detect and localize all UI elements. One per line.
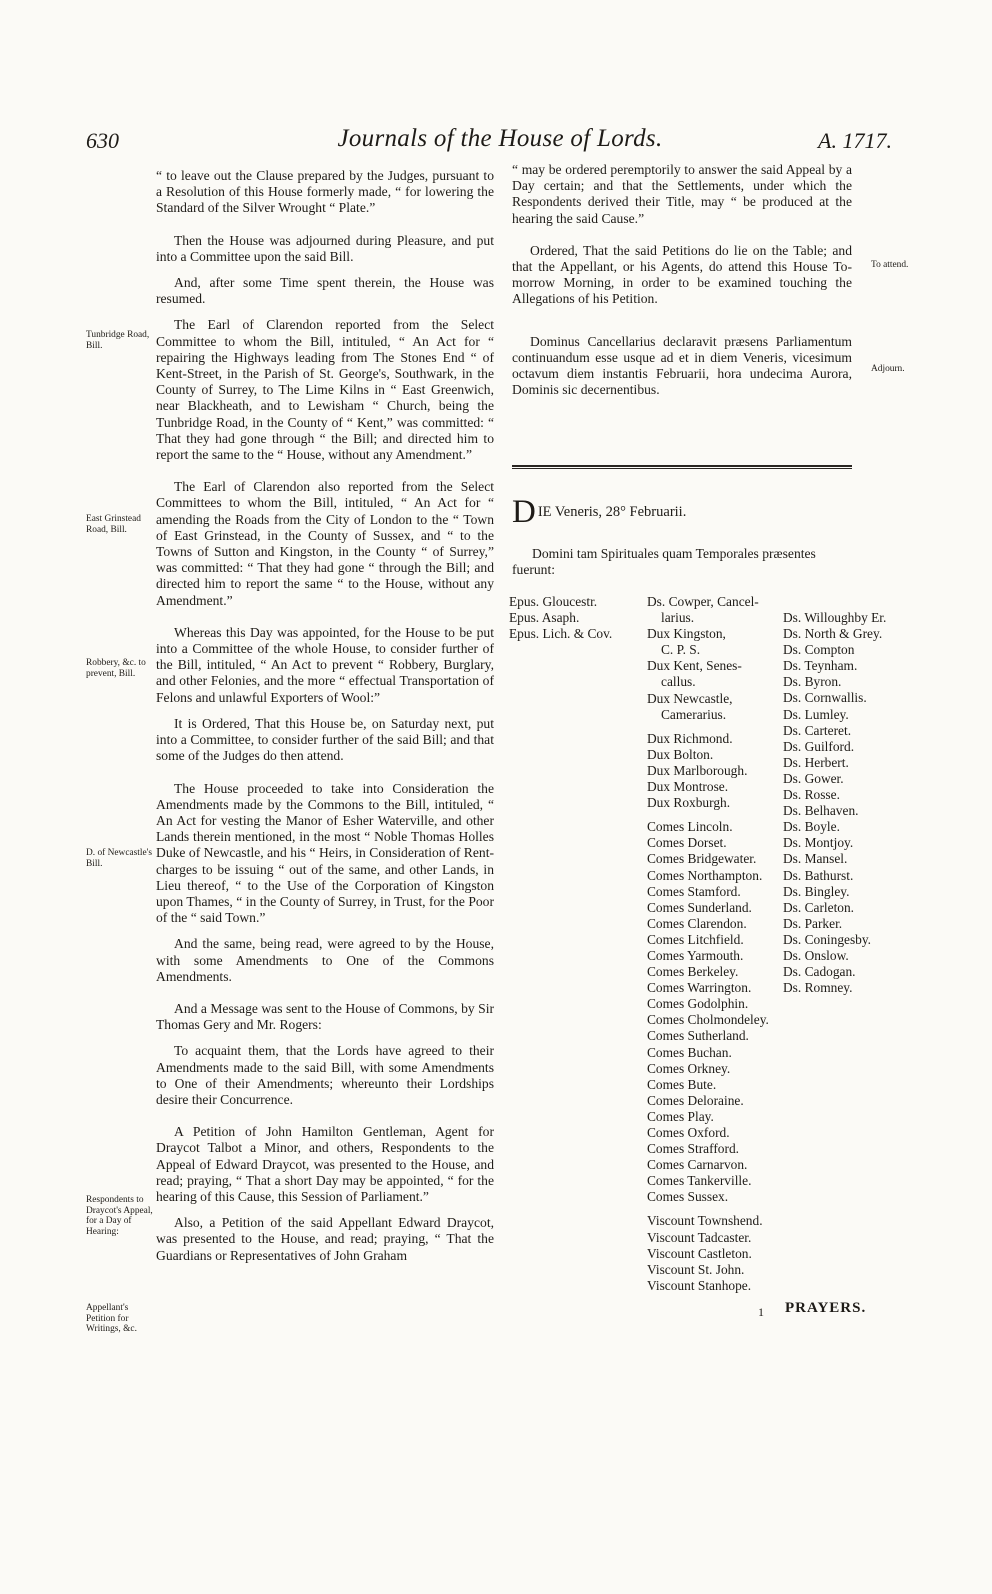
dateline: DIE Veneris, 28° Februarii. xyxy=(512,494,687,530)
catchword: PRAYERS. xyxy=(785,1300,867,1316)
lord-entry: Viscount Stanhope. xyxy=(647,1277,752,1293)
section-rule xyxy=(512,465,852,467)
page-title: Journals of the House of Lords. xyxy=(337,125,663,152)
paragraph: Also, a Petition of the said Appellant Edward Draycot, was presented to the House, and read; praying, “ That the Guardians or Representatives of John Graham xyxy=(156,1215,494,1263)
lord-entry: Ds. Boyle. xyxy=(783,819,840,835)
lord-entry: Ds. Byron. xyxy=(783,674,842,690)
lord-entry: Epus. Gloucestr. xyxy=(509,594,598,609)
paragraph: And, after some Time spent therein, the House was resumed. xyxy=(156,275,494,307)
lord-entry: Comes Orkney. xyxy=(647,1060,731,1076)
margin-note-appellant: Appellant's Petition for Writings, &c. xyxy=(86,1303,137,1334)
lord-entry: Dux Marlborough. xyxy=(647,762,748,778)
lord-entry: Ds. Gower. xyxy=(783,770,844,786)
lord-entry: Comes Yarmouth. xyxy=(647,947,744,963)
paragraph: It is Ordered, That this House be, on Saturday next, put into a Committee, to consider further of the said Bill; and that some of the Judges do then attend. xyxy=(156,715,494,764)
lord-entry: Ds. Guilford. xyxy=(783,738,855,754)
lord-entry: Ds. Teynham. xyxy=(783,658,858,674)
lord-entry: larius. xyxy=(661,610,695,626)
lord-entry: Ds. Parker. xyxy=(783,915,843,931)
lords-list-peers xyxy=(647,594,769,1294)
lord-entry: Dux Richmond. xyxy=(647,730,733,746)
lord-entry: Viscount Tadcaster. xyxy=(647,1229,752,1245)
lord-entry: Comes Berkeley. xyxy=(647,964,739,980)
lord-entry: Ds. Cowper, Cancel- xyxy=(647,594,759,609)
margin-note-tunbridge: Tunbridge Road, Bill. xyxy=(86,330,150,351)
paragraph: The House proceeded to take into Consideration the Amendments made by the Commons to the Bill, intituled, “ An Act for vesting the Manor of Esher Waterville, and other Lands therein mentioned, in the most “ Noble Thomas Holles Duke of Newcastle, and his “ Heirs, in Consideration of Rent-charges to be issuing “ out of the same, and other Lands, in Lieu thereof, “ to the Use of the Corporation of Kingston upon Thames, “ in the County of Surrey, in Trust, for the Poor of the “ said Town.” xyxy=(156,780,494,926)
lord-entry: Comes Northampton. xyxy=(647,867,763,883)
lord-entry: Comes Deloraine. xyxy=(647,1092,744,1108)
lord-entry: Comes Carnarvon. xyxy=(647,1157,748,1173)
lord-entry: Ds. Mansel. xyxy=(783,851,848,867)
lord-entry: Ds. Bathurst. xyxy=(783,867,854,883)
lord-entry: Dux Roxburgh. xyxy=(647,795,731,811)
paragraph: The Earl of Clarendon reported from the Select Committee to whom the Bill, intituled, “ An Act for “ repairing the Highways leading from The Stones End “ of Kent-Street, in the Parish of St. George's, Southwark, in the County of Surrey, to The Lime Kilns in “ East Greenwich, near Blackheath, and to Lewisham “ Church, being the Tunbridge Road, in the County of “ Kent,” was committed: “ That they had gone through “ the Bill; and directed him to report the same to the “ House, without any Amendment.” xyxy=(156,317,494,463)
lord-entry: Ds. Herbert. xyxy=(783,754,849,770)
lord-entry: Ds. Carleton. xyxy=(783,899,855,915)
margin-note-respondents: Respondents to Draycot's Appeal, for a Day of Hearing: xyxy=(86,1195,153,1237)
lord-entry: Ds. Willoughby Er. xyxy=(783,610,887,625)
lord-entry: Comes Sutherland. xyxy=(647,1028,749,1044)
lord-entry: Ds. Belhaven. xyxy=(783,803,859,819)
paragraph: Dominus Cancellarius declaravit præsens Parliamentum continuandum esse usque ad et in diem Veneris, vicesimum octavum diem instantis Februarii, hora undecima Aurora, Dominis sic decernentibus. xyxy=(512,333,852,398)
margin-note-to-attend: To attend. xyxy=(871,260,909,270)
lord-entry: Comes Godolphin. xyxy=(647,996,749,1012)
lord-entry: Comes Cholmondeley. xyxy=(647,1012,769,1028)
right-column xyxy=(512,162,852,398)
lord-entry: Comes Sussex. xyxy=(647,1189,729,1205)
lords-list-bishops xyxy=(509,594,612,642)
lord-entry: Dux Bolton. xyxy=(647,746,714,762)
lord-entry: Ds. Bingley. xyxy=(783,883,850,899)
lord-entry: Viscount St. John. xyxy=(647,1261,745,1277)
lord-entry: Epus. Asaph. xyxy=(509,610,580,626)
margin-note-east-grinstead: East Grinstead Road, Bill. xyxy=(86,514,141,535)
lord-entry: Viscount Townshend. xyxy=(647,1213,763,1229)
lord-entry: Comes Strafford. xyxy=(647,1141,739,1157)
lord-entry: Comes Dorset. xyxy=(647,835,727,851)
paragraph: The Earl of Clarendon also reported from the Select Committees to whom the Bill, intituled, “ An Act for “ amending the Roads from the City of London to the “ Town of East Grinstead, in the County of Sussex, and “ to the Towns of Sutton and Kingston, in the County “ of Surrey,” was committed: “ That they had gone “ through the Bill; and directed him to report the same “ to the House, without any Amendment.” xyxy=(156,479,494,608)
lord-entry: Comes Stamford. xyxy=(647,883,741,899)
lord-entry: Comes Bute. xyxy=(647,1076,717,1092)
paragraph: “ may be ordered peremptorily to answer the said Appeal by a Day certain; and that the Settlements, under which the Respondents derived their Title, may “ be produced at the hearing the said Cause.” xyxy=(512,162,852,226)
paragraph: Whereas this Day was appointed, for the House to be put into a Committee of the whole House, to consider further of the Bill, intituled, “ An Act to prevent “ Robbery, Burglary, and other Felonies, and the more “ effectual Transportation of Felons and unlawful Exporters of Wool:” xyxy=(156,624,494,705)
lord-entry: Comes Tankerville. xyxy=(647,1173,752,1189)
paragraph: “ to leave out the Clause prepared by the Judges, pursuant to a Resolution of this House formerly made, “ for lowering the Standard of the Silver Wrought “ Plate.” xyxy=(156,168,494,216)
lord-entry: Ds. Romney. xyxy=(783,980,853,996)
left-column xyxy=(156,168,494,1264)
lord-entry: Ds. Cornwallis. xyxy=(783,690,867,706)
paragraph: And a Message was sent to the House of Commons, by Sir Thomas Gery and Mr. Rogers: xyxy=(156,1000,494,1033)
paragraph: And the same, being read, were agreed to by the House, with some Amendments to One of the Commons Amendments. xyxy=(156,936,494,984)
lord-entry: Ds. Cadogan. xyxy=(783,964,856,980)
margin-note-adjourn: Adjourn. xyxy=(871,364,905,374)
lord-entry: callus. xyxy=(661,674,696,690)
lord-entry: Dux Kingston, xyxy=(647,626,726,642)
stray-mark: 1 xyxy=(758,1305,764,1319)
lord-entry: Ds. Carteret. xyxy=(783,722,852,738)
lord-entry: Comes Buchan. xyxy=(647,1044,732,1060)
paragraph: Then the House was adjourned during Pleasure, and put into a Committee upon the said Bill. xyxy=(156,232,494,264)
lord-entry: Dux Newcastle, xyxy=(647,690,733,706)
paragraph: Ordered, That the said Petitions do lie on the Table; and that the Appellant, or his Agents, do attend this House To-morrow Morning, in order to be examined touching the Allegations of his Petition. xyxy=(512,242,852,307)
lord-entry: Comes Litchfield. xyxy=(647,931,744,947)
lord-entry: Ds. North & Grey. xyxy=(783,626,883,642)
lord-entry: Comes Clarendon. xyxy=(647,915,747,931)
lord-entry: Viscount Castleton. xyxy=(647,1245,752,1261)
lord-entry: Ds. Lumley. xyxy=(783,706,849,722)
page-year: A. 1717. xyxy=(818,128,892,153)
page-number: 630 xyxy=(86,128,119,153)
present-heading: Domini tam Spirituales quam Temporales præsentes fuerunt: xyxy=(512,546,816,577)
lord-entry: Dux Kent, Senes- xyxy=(647,658,742,674)
lord-entry: Ds. Rosse. xyxy=(783,787,840,803)
lord-entry: Comes Oxford. xyxy=(647,1125,730,1140)
lord-entry: Ds. Coningesby. xyxy=(783,931,872,947)
lord-entry: Comes Warrington. xyxy=(647,980,752,996)
paragraph: To acquaint them, that the Lords have agreed to their Amendments made to the said Bill, with some Amendments to One of their Amendments; whereunto their Lordships desire their Concurrence. xyxy=(156,1043,494,1107)
lord-entry: Comes Lincoln. xyxy=(647,819,733,835)
lord-entry: Comes Play. xyxy=(647,1108,714,1124)
lord-entry: C. P. S. xyxy=(661,642,701,658)
section-rule-thin xyxy=(512,468,852,469)
lord-entry: Dux Montrose. xyxy=(647,779,729,795)
lord-entry: Epus. Lich. & Cov. xyxy=(509,626,613,642)
lord-entry: Ds. Onslow. xyxy=(783,947,849,963)
lord-entry: Ds. Montjoy. xyxy=(783,835,854,851)
margin-note-robbery: Robbery, &c. to prevent, Bill. xyxy=(86,658,146,679)
paragraph: A Petition of John Hamilton Gentleman, Agent for Draycot Talbot a Minor, and others, Respondents to the Appeal of Edward Draycot, was presented to the House, and read; praying, “ That a short Day may be appointed, “ for the hearing of this Cause, this Session of Parliament.” xyxy=(156,1124,494,1204)
lord-entry: Ds. Compton xyxy=(783,642,855,658)
lord-entry: Camerarius. xyxy=(661,706,727,722)
lords-list-barons xyxy=(783,610,886,996)
lord-entry: Comes Sunderland. xyxy=(647,899,752,915)
margin-note-newcastle: D. of Newcastle's Bill. xyxy=(86,848,152,869)
lord-entry: Comes Bridgewater. xyxy=(647,851,757,867)
